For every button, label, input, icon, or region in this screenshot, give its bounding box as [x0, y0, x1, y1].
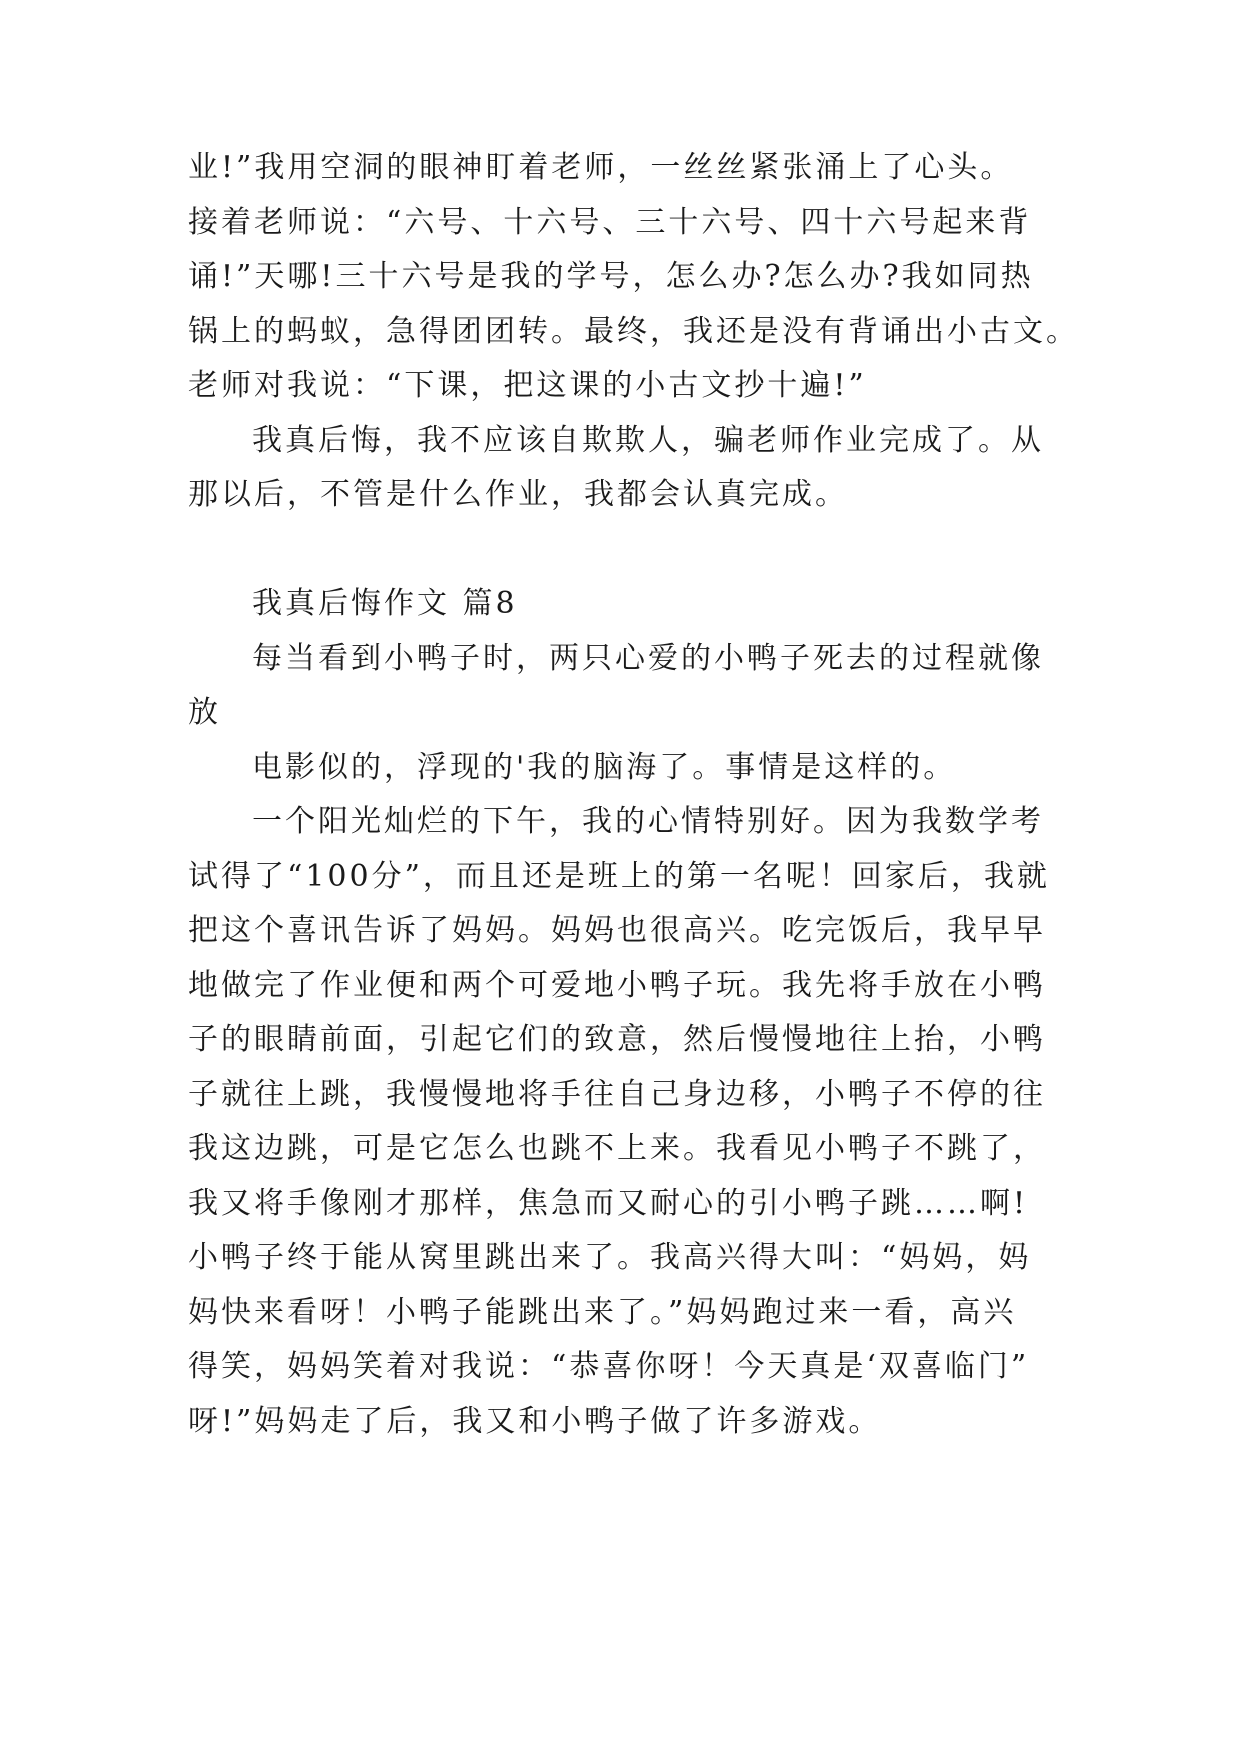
- paragraph-line: 地做完了作业便和两个可爱地小鸭子玩。我先将手放在小鸭: [188, 968, 1046, 1003]
- paragraph-line: 子就往上跳，我慢慢地将手往自己身边移，小鸭子不停的往: [188, 1077, 1046, 1112]
- paragraph-line: 子的眼睛前面，引起它们的致意，然后慢慢地往上抬，小鸭: [188, 1022, 1046, 1057]
- paragraph-line: 小鸭子终于能从窝里跳出来了。我高兴得大叫：“妈妈，妈: [188, 1240, 1032, 1275]
- paragraph-line: 放: [188, 695, 221, 730]
- paragraph-line: 我这边跳，可是它怎么也跳不上来。我看见小鸭子不跳了，: [188, 1131, 1046, 1166]
- paragraph-line: 锅上的蚂蚁，急得团团转。最终，我还是没有背诵出小古文。: [188, 314, 1079, 349]
- paragraph-line: 诵!”天哪!三十六号是我的学号，怎么办?怎么办?我如同热: [188, 259, 1034, 294]
- paragraph-line: 试得了“100分”，而且还是班上的第一名呢！回家后，我就: [188, 859, 1050, 894]
- paragraph-line: 那以后，不管是什么作业，我都会认真完成。: [188, 477, 848, 512]
- paragraph-line: 我又将手像刚才那样，焦急而又耐心的引小鸭子跳……啊!: [188, 1186, 1029, 1221]
- paragraph-line: 呀!”妈妈走了后，我又和小鸭子做了许多游戏。: [188, 1404, 882, 1439]
- paragraph-line: 每当看到小鸭子时，两只心爱的小鸭子死去的过程就像: [252, 641, 1044, 676]
- paragraph-line: 把这个喜讯告诉了妈妈。妈妈也很高兴。吃完饭后，我早早: [188, 913, 1046, 948]
- paragraph-line: 接着老师说：“六号、十六号、三十六号、四十六号起来背: [188, 205, 1032, 240]
- paragraph-line: 得笑，妈妈笑着对我说：“恭喜你呀！今天真是‘双喜临门”: [188, 1349, 1030, 1384]
- paragraph-line: 一个阳光灿烂的下午，我的心情特别好。因为我数学考: [252, 804, 1044, 839]
- section-heading: 我真后悔作文 篇8: [252, 586, 518, 621]
- paragraph-line: 电影似的，浮现的'我的脑海了。事情是这样的。: [252, 750, 957, 785]
- paragraph-line: 妈快来看呀！小鸭子能跳出来了。”妈妈跑过来一看，高兴: [188, 1295, 1017, 1330]
- paragraph-line: 业!”我用空洞的眼神盯着老师，一丝丝紧张涌上了心头。: [188, 150, 1014, 185]
- paragraph-line: 我真后悔，我不应该自欺欺人，骗老师作业完成了。从: [252, 423, 1044, 458]
- paragraph-line: 老师对我说：“下课，把这课的小古文抄十遍!”: [188, 368, 867, 403]
